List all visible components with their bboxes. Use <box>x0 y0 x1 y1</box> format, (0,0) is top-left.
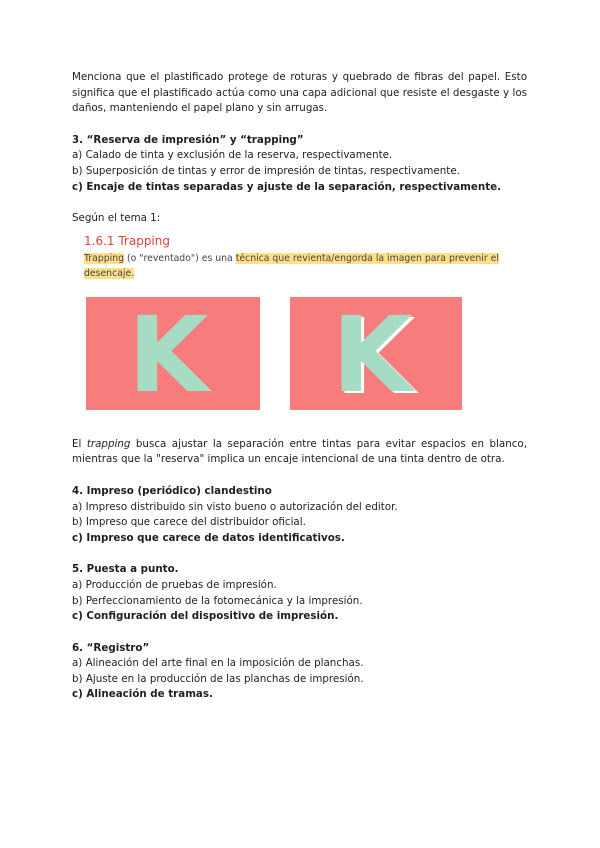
k-letter-right: K <box>332 293 413 416</box>
question-5-answer-a: a) Producción de pruebas de impresión. <box>72 578 277 591</box>
explanation-paragraph <box>72 437 527 468</box>
quote-text <box>84 251 524 281</box>
explanation-rest: busca ajustar la separación entre tintas para evitar espacios en blanco, mientras que la "reserva" implica un encaje intencional de una tinta dentro de otra. <box>72 437 527 466</box>
quote-term: Trapping <box>84 252 125 264</box>
quote-definition: técnica que revienta/engorda la imagen para prevenir el desencaje. <box>84 252 499 279</box>
quote-middle: (o "reventado") es una <box>124 252 236 264</box>
question-6-answer-b: b) Ajuste en la producción de las planchas de impresión. <box>72 672 364 685</box>
question-6-title: 6. “Registro” <box>72 641 150 654</box>
question-6-answer-a: a) Alineación del arte final en la imposición de planchas. <box>72 657 364 670</box>
quote-heading: 1.6.1 Trapping <box>84 233 170 248</box>
question-5-answer-c: c) Configuración del dispositivo de impresión. <box>72 610 339 623</box>
question-5-title: 5. Puesta a punto. <box>72 563 179 576</box>
question-3-answer-b: b) Superposición de tintas y error de impresión de tintas, respectivamente. <box>72 164 460 177</box>
document-page <box>72 70 527 703</box>
source-note: Según el tema 1: <box>72 212 161 225</box>
question-4-answer-b: b) Impreso que carece del distribuidor oficial. <box>72 516 306 529</box>
question-6-answer-c: c) Alineación de tramas. <box>72 688 213 701</box>
question-5-answer-b: b) Perfeccionamiento de la fotomecánica y la impresión. <box>72 594 363 607</box>
question-3-answer-a: a) Calado de tinta y exclusión de la reserva, respectivamente. <box>72 149 393 162</box>
question-4 <box>72 484 527 546</box>
question-4-title: 4. Impreso (periódico) clandestino <box>72 484 272 497</box>
question-4-answer-a: a) Impreso distribuido sin visto bueno o autorización del editor. <box>72 500 398 513</box>
figure-with-trapping <box>290 293 462 416</box>
k-letter-left: K <box>128 293 209 416</box>
question-3-title: 3. “Reserva de impresión” y “trapping” <box>72 133 304 146</box>
question-4-answer-c: c) Impreso que carece de datos identificativos. <box>72 531 345 544</box>
figure-without-trapping <box>86 293 260 416</box>
question-5 <box>72 562 527 624</box>
question-3-answer-c: c) Encaje de tintas separadas y ajuste de la separación, respectivamente. <box>72 180 502 193</box>
trapping-figures <box>72 293 527 437</box>
textbook-quote <box>84 233 524 281</box>
question-6 <box>72 641 527 703</box>
question-3 <box>72 133 527 195</box>
explanation-prefix: El <box>72 437 87 450</box>
intro-paragraph: Menciona que el plastificado protege de roturas y quebrado de fibras del papel. Esto significa que el plastificado actúa como una capa adicional que resiste el desgaste y los daños, manteniendo el papel plano y sin arrugas. <box>72 71 527 115</box>
explanation-term: trapping <box>86 437 131 450</box>
